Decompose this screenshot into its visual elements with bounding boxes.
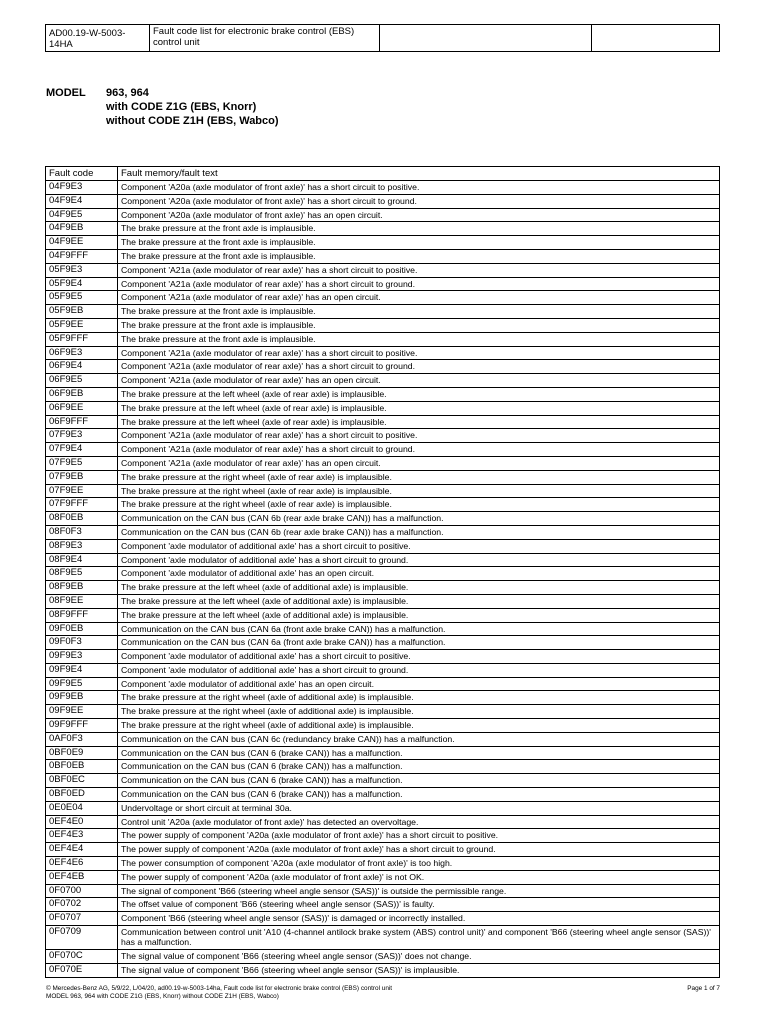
table-row (46, 636, 720, 650)
fault-text-cell: Communication on the CAN bus (CAN 6 (brake CAN)) has a malfunction. (118, 760, 720, 774)
table-row (46, 346, 720, 360)
fault-code-cell: 0E0E04 (46, 801, 118, 815)
fault-text-cell: The power consumption of component 'A20a (axle modulator of front axle)' is too high. (118, 857, 720, 871)
fault-text-cell: Communication on the CAN bus (CAN 6b (rear axle brake CAN)) has a malfunction. (118, 512, 720, 526)
table-row (46, 622, 720, 636)
fault-text-cell: Communication on the CAN bus (CAN 6c (redundancy brake CAN)) has a malfunction. (118, 732, 720, 746)
fault-text-cell: Communication between control unit 'A10 (4-channel antilock brake system (ABS) control unit)' and component 'B66 (steering wheel angle sensor (SAS))' has a malfunction. (118, 926, 720, 950)
fault-code-cell: 07F9EB (46, 470, 118, 484)
fault-code-cell: 09F0F3 (46, 636, 118, 650)
fault-code-cell: 07F9E4 (46, 443, 118, 457)
fault-text-cell: The brake pressure at the right wheel (axle of rear axle) is implausible. (118, 470, 720, 484)
fault-code-cell: 0BF0ED (46, 788, 118, 802)
fault-text-cell: Component 'A21a (axle modulator of rear axle)' has a short circuit to positive. (118, 346, 720, 360)
table-row (46, 401, 720, 415)
table-row (46, 415, 720, 429)
fault-text-cell: The brake pressure at the front axle is implausible. (118, 305, 720, 319)
fault-text-cell: Communication on the CAN bus (CAN 6 (brake CAN)) has a malfunction. (118, 788, 720, 802)
fault-code-cell: 07F9EE (46, 484, 118, 498)
table-row (46, 387, 720, 401)
table-row (46, 815, 720, 829)
fault-text-cell: Component 'A21a (axle modulator of rear axle)' has a short circuit to positive. (118, 429, 720, 443)
fault-text-cell: The brake pressure at the left wheel (axle of additional axle) is implausible. (118, 594, 720, 608)
table-row (46, 498, 720, 512)
fault-code-cell: 04F9EB (46, 222, 118, 236)
fault-text-cell: Component 'A21a (axle modulator of rear axle)' has a short circuit to ground. (118, 360, 720, 374)
table-row (46, 788, 720, 802)
fault-text-cell: The brake pressure at the left wheel (axle of additional axle) is implausible. (118, 608, 720, 622)
table-row (46, 360, 720, 374)
table-row (46, 950, 720, 964)
fault-code-cell: 07F9E3 (46, 429, 118, 443)
table-row (46, 705, 720, 719)
table-row (46, 291, 720, 305)
fault-code-cell: 05F9E5 (46, 291, 118, 305)
fault-code-cell: 0BF0EC (46, 774, 118, 788)
page-footer (46, 985, 720, 1001)
table-row (46, 567, 720, 581)
fault-text-cell: Component 'A20a (axle modulator of front axle)' has a short circuit to positive. (118, 181, 720, 195)
fault-text-cell: The brake pressure at the right wheel (axle of rear axle) is implausible. (118, 498, 720, 512)
fault-code-cell: 0F0702 (46, 898, 118, 912)
fault-code-cell: 0F070C (46, 950, 118, 964)
fault-code-cell: 09F0EB (46, 622, 118, 636)
fault-text-cell: Component 'A20a (axle modulator of front axle)' has a short circuit to ground. (118, 194, 720, 208)
fault-text-cell: Control unit 'A20a (axle modulator of front axle)' has detected an overvoltage. (118, 815, 720, 829)
table-row (46, 332, 720, 346)
fault-text-cell: Undervoltage or short circuit at terminal 30a. (118, 801, 720, 815)
fault-code-cell: 0EF4E0 (46, 815, 118, 829)
fault-code-cell: 06F9E5 (46, 374, 118, 388)
fault-text-cell: Component 'A20a (axle modulator of front axle)' has an open circuit. (118, 208, 720, 222)
page-number: Page 1 of 7 (687, 985, 720, 992)
fault-code-cell: 04F9E5 (46, 208, 118, 222)
fault-text-cell: Communication on the CAN bus (CAN 6 (brake CAN)) has a malfunction. (118, 774, 720, 788)
fault-code-cell: 0BF0E9 (46, 746, 118, 760)
table-row (46, 318, 720, 332)
fault-text-cell: The signal value of component 'B66 (steering wheel angle sensor (SAS))' does not change. (118, 950, 720, 964)
table-row (46, 553, 720, 567)
fault-text-cell: Component 'axle modulator of additional axle' has a short circuit to ground. (118, 553, 720, 567)
fault-text-cell: The power supply of component 'A20a (axle modulator of front axle)' has a short circuit to positive. (118, 829, 720, 843)
fault-text-cell: Component 'A21a (axle modulator of rear axle)' has a short circuit to positive. (118, 263, 720, 277)
fault-code-cell: 08F9E5 (46, 567, 118, 581)
fault-code-cell: 07F9FFF (46, 498, 118, 512)
fault-code-cell: 09F9E4 (46, 663, 118, 677)
fault-code-cell: 05F9E4 (46, 277, 118, 291)
fault-code-cell: 06F9EB (46, 387, 118, 401)
fault-code-cell: 05F9E3 (46, 263, 118, 277)
fault-code-cell: 04F9FFF (46, 249, 118, 263)
table-row (46, 305, 720, 319)
column-header-fault-text: Fault memory/fault text (118, 167, 720, 181)
table-row (46, 443, 720, 457)
fault-code-cell: 09F9FFF (46, 719, 118, 733)
fault-code-cell: 0EF4E6 (46, 857, 118, 871)
fault-code-cell: 05F9FFF (46, 332, 118, 346)
table-row (46, 181, 720, 195)
fault-text-cell: Component 'axle modulator of additional axle' has an open circuit. (118, 567, 720, 581)
table-row (46, 608, 720, 622)
table-row (46, 912, 720, 926)
fault-text-cell: Component 'A21a (axle modulator of rear axle)' has a short circuit to ground. (118, 277, 720, 291)
fault-text-cell: The brake pressure at the left wheel (axle of rear axle) is implausible. (118, 401, 720, 415)
fault-text-cell: The brake pressure at the right wheel (axle of additional axle) is implausible. (118, 719, 720, 733)
fault-code-cell: 04F9E3 (46, 181, 118, 195)
table-row (46, 194, 720, 208)
table-header-row (46, 167, 720, 181)
fault-code-cell: 0EF4EB (46, 870, 118, 884)
table-row (46, 746, 720, 760)
fault-text-cell: The signal value of component 'B66 (steering wheel angle sensor (SAS))' is implausible. (118, 963, 720, 977)
table-row (46, 594, 720, 608)
table-row (46, 884, 720, 898)
fault-code-cell: 06F9EE (46, 401, 118, 415)
fault-code-cell: 08F9EB (46, 581, 118, 595)
table-row (46, 374, 720, 388)
fault-text-cell: Component 'axle modulator of additional axle' has an open circuit. (118, 677, 720, 691)
fault-code-cell: 09F9EE (46, 705, 118, 719)
document-id: AD00.19-W-5003-14HA (46, 25, 150, 52)
fault-code-cell: 07F9E5 (46, 456, 118, 470)
fault-text-cell: The power supply of component 'A20a (axle modulator of front axle)' has a short circuit to ground. (118, 843, 720, 857)
fault-text-cell: The brake pressure at the front axle is implausible. (118, 318, 720, 332)
header-empty-cell (592, 25, 720, 52)
table-row (46, 650, 720, 664)
model-without-code: without CODE Z1H (EBS, Wabco) (106, 115, 279, 127)
fault-code-cell: 08F9EE (46, 594, 118, 608)
fault-code-cell: 09F9E3 (46, 650, 118, 664)
fault-text-cell: The brake pressure at the front axle is implausible. (118, 249, 720, 263)
model-block (46, 86, 279, 128)
fault-code-cell: 04F9EE (46, 236, 118, 250)
document-header-table (45, 24, 720, 52)
table-row (46, 249, 720, 263)
fault-code-rows (46, 181, 720, 978)
model-numbers: 963, 964 (106, 87, 149, 99)
table-row (46, 484, 720, 498)
fault-text-cell: The offset value of component 'B66 (steering wheel angle sensor (SAS))' is faulty. (118, 898, 720, 912)
fault-code-cell: 06F9E3 (46, 346, 118, 360)
table-row (46, 963, 720, 977)
fault-text-cell: Component 'A21a (axle modulator of rear axle)' has a short circuit to ground. (118, 443, 720, 457)
fault-text-cell: Communication on the CAN bus (CAN 6b (rear axle brake CAN)) has a malfunction. (118, 525, 720, 539)
table-row (46, 222, 720, 236)
fault-code-cell: 08F9E4 (46, 553, 118, 567)
table-row (46, 525, 720, 539)
fault-code-cell: 08F0EB (46, 512, 118, 526)
table-row (46, 691, 720, 705)
fault-text-cell: Component 'axle modulator of additional axle' has a short circuit to positive. (118, 539, 720, 553)
fault-code-cell: 06F9E4 (46, 360, 118, 374)
fault-code-cell: 06F9FFF (46, 415, 118, 429)
column-header-fault-code: Fault code (46, 167, 118, 181)
fault-code-cell: 08F9E3 (46, 539, 118, 553)
table-row (46, 236, 720, 250)
table-row (46, 663, 720, 677)
fault-code-table (45, 166, 720, 978)
footer-copyright: © Mercedes-Benz AG, 5/9/22, L/04/20, ad00.19-w-5003-14ha, Fault code list for electronic brake control (EBS) control unit (46, 985, 393, 992)
table-row (46, 760, 720, 774)
table-row (46, 774, 720, 788)
fault-text-cell: The brake pressure at the right wheel (axle of additional axle) is implausible. (118, 705, 720, 719)
fault-code-cell: 08F0F3 (46, 525, 118, 539)
fault-code-cell: 0AF0F3 (46, 732, 118, 746)
fault-code-cell: 0BF0EB (46, 760, 118, 774)
table-row (46, 801, 720, 815)
fault-text-cell: The brake pressure at the front axle is implausible. (118, 222, 720, 236)
fault-code-cell: 0F070E (46, 963, 118, 977)
table-row (46, 898, 720, 912)
fault-code-cell: 0F0709 (46, 926, 118, 950)
fault-text-cell: The brake pressure at the front axle is implausible. (118, 236, 720, 250)
table-row (46, 926, 720, 950)
table-row (46, 843, 720, 857)
header-empty-cell (380, 25, 592, 52)
fault-code-cell: 09F9E5 (46, 677, 118, 691)
table-row (46, 829, 720, 843)
fault-code-cell: 0F0700 (46, 884, 118, 898)
model-with-code: with CODE Z1G (EBS, Knorr) (106, 101, 257, 113)
table-row (46, 512, 720, 526)
fault-code-cell: 05F9EB (46, 305, 118, 319)
fault-text-cell: The brake pressure at the left wheel (axle of additional axle) is implausible. (118, 581, 720, 595)
table-row (46, 677, 720, 691)
fault-text-cell: The brake pressure at the right wheel (axle of additional axle) is implausible. (118, 691, 720, 705)
fault-text-cell: Component 'B66 (steering wheel angle sensor (SAS))' is damaged or incorrectly installed. (118, 912, 720, 926)
fault-text-cell: The brake pressure at the front axle is implausible. (118, 332, 720, 346)
table-row (46, 429, 720, 443)
fault-text-cell: Component 'A21a (axle modulator of rear axle)' has an open circuit. (118, 291, 720, 305)
table-row (46, 719, 720, 733)
fault-text-cell: The signal of component 'B66 (steering wheel angle sensor (SAS))' is outside the permissible range. (118, 884, 720, 898)
table-row (46, 732, 720, 746)
fault-text-cell: The brake pressure at the left wheel (axle of rear axle) is implausible. (118, 415, 720, 429)
table-row (46, 870, 720, 884)
fault-text-cell: The brake pressure at the right wheel (axle of rear axle) is implausible. (118, 484, 720, 498)
table-row (46, 470, 720, 484)
fault-text-cell: Component 'A21a (axle modulator of rear axle)' has an open circuit. (118, 456, 720, 470)
table-row (46, 277, 720, 291)
table-row (46, 581, 720, 595)
table-row (46, 539, 720, 553)
fault-code-cell: 08F9FFF (46, 608, 118, 622)
document-title: Fault code list for electronic brake control (EBS) control unit (150, 25, 380, 52)
fault-text-cell: Component 'axle modulator of additional axle' has a short circuit to ground. (118, 663, 720, 677)
fault-text-cell: Communication on the CAN bus (CAN 6a (front axle brake CAN)) has a malfunction. (118, 636, 720, 650)
fault-text-cell: Communication on the CAN bus (CAN 6 (brake CAN)) has a malfunction. (118, 746, 720, 760)
fault-code-cell: 0EF4E3 (46, 829, 118, 843)
table-row (46, 208, 720, 222)
table-row (46, 456, 720, 470)
fault-text-cell: Component 'axle modulator of additional axle' has a short circuit to positive. (118, 650, 720, 664)
fault-text-cell: Communication on the CAN bus (CAN 6a (front axle brake CAN)) has a malfunction. (118, 622, 720, 636)
table-row (46, 263, 720, 277)
fault-code-cell: 04F9E4 (46, 194, 118, 208)
fault-code-cell: 0EF4E4 (46, 843, 118, 857)
fault-text-cell: Component 'A21a (axle modulator of rear axle)' has an open circuit. (118, 374, 720, 388)
model-label: MODEL (46, 87, 86, 99)
fault-text-cell: The power supply of component 'A20a (axle modulator of front axle)' is not OK. (118, 870, 720, 884)
footer-model-line: MODEL 963, 964 with CODE Z1G (EBS, Knorr) without CODE Z1H (EBS, Wabco) (46, 993, 279, 1000)
fault-code-cell: 09F9EB (46, 691, 118, 705)
table-row (46, 857, 720, 871)
fault-code-cell: 0F0707 (46, 912, 118, 926)
fault-code-cell: 05F9EE (46, 318, 118, 332)
fault-text-cell: The brake pressure at the left wheel (axle of rear axle) is implausible. (118, 387, 720, 401)
